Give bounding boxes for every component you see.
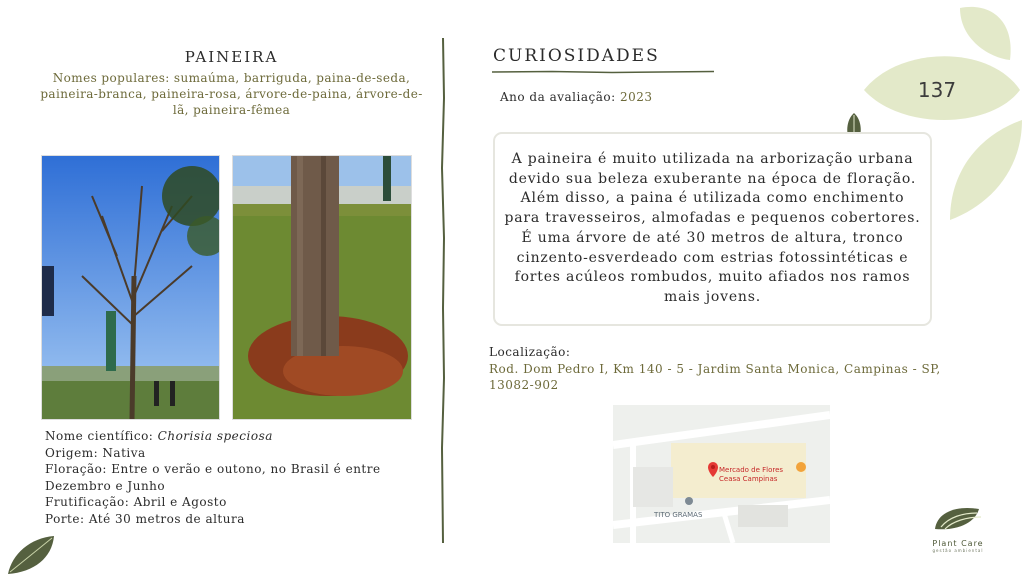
size-row: Porte: Até 30 metros de altura [45,511,245,526]
page-title: PAINEIRA [184,48,279,66]
flowering-row: Floração: Entre o verão e outono, no Brasil é entre Dezembro e Junho [45,462,381,493]
map-food-icon [796,462,806,472]
fruiting-row: Frutificação: Abril e Agosto [45,495,227,509]
location-address: Rod. Dom Pedro I, Km 140 - 5 - Jardim Santa Monica, Campinas - SP, 13082-902 [489,362,941,392]
popular-names: Nomes populares: sumaúma, barriguda, paina-de-seda, paineira-branca, paineira-rosa, árvore-de-paina, árvore-de-lã, paineira-fêmea [40,71,423,117]
brand-logo [918,503,998,553]
heading-underline [492,70,714,74]
evaluation-year-value: 2023 [619,90,653,104]
brand-tagline: gestão ambiental [932,548,984,553]
scientific-name-row [45,428,425,445]
trunk-photo [232,155,412,420]
origin-row: Origem: Nativa [45,445,146,460]
curiosities-heading: CURIOSIDADES [493,46,660,66]
map-secondary-label: TITO GRAMAS [654,511,703,519]
map-place-line1: Mercado de Flores [719,466,784,474]
scientific-name-label: Nome científico: [45,429,154,443]
location-label: Localização: [489,345,571,359]
brand-name: Plant Care [932,539,984,548]
scientific-name-value: Chorisia speciosa [157,429,273,443]
location-map[interactable] [613,405,830,543]
tree-facts [45,428,425,527]
map-place-line2: Ceasa Campinas [719,475,778,483]
column-divider [440,38,446,543]
curiosities-text: A paineira é muito utilizada na arborização urbana devido sua beleza exuberante na época de floração. Além disso, a paina é utilizada como enchimento para travesseiros, almofadas e pequenos cobertores. É uma árvore de até 30 metros de altura, tronco cinzento-esverdeado com estrias fotossintéticas e fortes acúleos rombudos, muito afiados nos ramos mais jovens. [504,151,921,305]
leaves-logo-icon [931,503,985,533]
tree-photo [41,155,220,420]
leaf-corner-icon [4,532,56,576]
map-marker-icon [685,497,693,505]
evaluation-year-label: Ano da avaliação: [500,90,616,104]
evaluation-year [500,90,653,104]
page-number: 137 [917,78,957,102]
